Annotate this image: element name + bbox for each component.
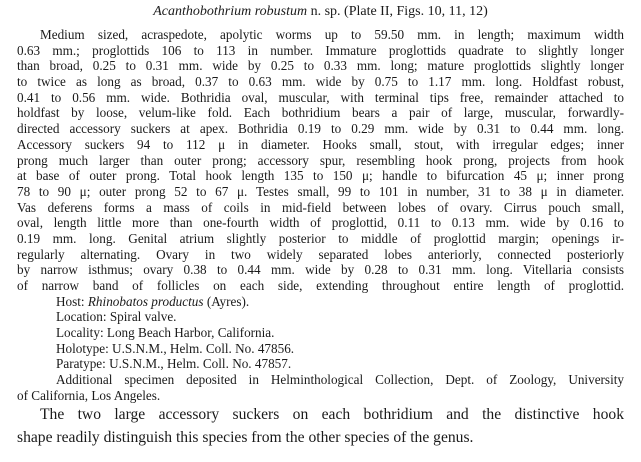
locality-line: Locality: Long Beach Harbor, California. bbox=[56, 325, 275, 341]
description-line: Vas deferens forms a mass of coils in mid-field between lobes of ovary. Cirrus pouch small, bbox=[17, 199, 624, 215]
description-line: of narrow band of follicles on each side, extending throughout entire length of proglottid. bbox=[17, 278, 624, 293]
description-line: by narrow isthmus; ovary 0.38 to 0.44 mm. wide by 0.28 to 0.31 mm. long. Vitellaria consists bbox=[17, 262, 624, 278]
additional-specimen-line: Additional specimen deposited in Helminthological Collection, Dept. of Zoology, University bbox=[56, 372, 624, 388]
description-line: directed accessory suckers at apex. Bothridia 0.19 to 0.29 mm. wide by 0.31 to 0.44 mm. long. bbox=[17, 121, 624, 137]
description-line: 0.41 to 0.56 mm. wide. Bothridia oval, muscular, with terminal tips free, remainder attached to bbox=[17, 89, 624, 105]
paratype-line: Paratype: U.S.N.M., Helm. Coll. No. 47857. bbox=[56, 356, 292, 372]
holotype-line: Holotype: U.S.N.M., Helm. Coll. No. 47856. bbox=[56, 340, 295, 356]
description-line: than broad, 0.25 to 0.31 mm. wide by 0.25 to 0.33 mm. long; mature proglottids slightly longer bbox=[17, 58, 624, 74]
species-heading bbox=[0, 3, 641, 21]
description-line: 0.19 mm. long. Genital atrium slightly posterior to middle of proglottid margin; openings ir- bbox=[17, 230, 624, 246]
description-line: prong much larger than outer prong; accessory spur, resembling hook prong, projects from hook bbox=[17, 152, 624, 168]
description-line: 0.63 mm.; proglottids 106 to 113 in number. Immature proglottids quadrate to slightly longer bbox=[17, 42, 624, 58]
species-name: Acanthobothrium robustum bbox=[153, 4, 308, 19]
location-line: Location: Spiral valve. bbox=[56, 309, 177, 325]
host-name: Rhinobatos productus bbox=[87, 293, 204, 309]
host-label: Host: bbox=[56, 293, 88, 309]
remarks-line: The two large accessory suckers on each bothridium and the distinctive hook bbox=[40, 406, 624, 423]
description-line: Accessory suckers 94 to 112 μ in diameter. Hooks small, stout, with irregular edges; inner bbox=[17, 136, 624, 152]
remarks-line: shape readily distinguish this species from the other species of the genus. bbox=[17, 429, 474, 446]
description-line: 78 to 90 μ; outer prong 52 to 67 μ. Testes small, 99 to 101 in number, 31 to 38 μ in diameter. bbox=[17, 183, 624, 199]
description-line: at base of outer prong. Total hook length 135 to 150 μ; handle to bifurcation 45 μ; inner prong bbox=[17, 168, 624, 184]
description-line: Medium sized, acraspedote, apolytic worms up to 59.50 mm. in length; maximum width bbox=[40, 27, 624, 42]
description-line: oval, length little more than one-fourth width of proglottid, 0.11 to 0.13 mm. wide by 0.16 to bbox=[17, 215, 624, 231]
species-description bbox=[17, 27, 624, 404]
additional-specimen-line: of California, Los Angeles. bbox=[17, 387, 161, 403]
description-line: to twice as long as broad, 0.37 to 0.63 mm. wide by 0.75 to 1.17 mm. long. Holdfast robust, bbox=[17, 74, 624, 90]
host-author: (Ayres). bbox=[203, 293, 250, 309]
heading-rest: n. sp. (Plate II, Figs. 10, 11, 12) bbox=[307, 4, 488, 19]
description-line: holdfast by loose, velum-like fold. Each bothridium bears a pair of large, muscular, forwardly- bbox=[17, 105, 624, 121]
remarks-paragraph bbox=[17, 403, 624, 449]
description-line: regularly alternating. Ovary in two widely separated lobes anteriorly, connected posteriorly bbox=[17, 246, 624, 262]
host-line bbox=[17, 294, 624, 310]
